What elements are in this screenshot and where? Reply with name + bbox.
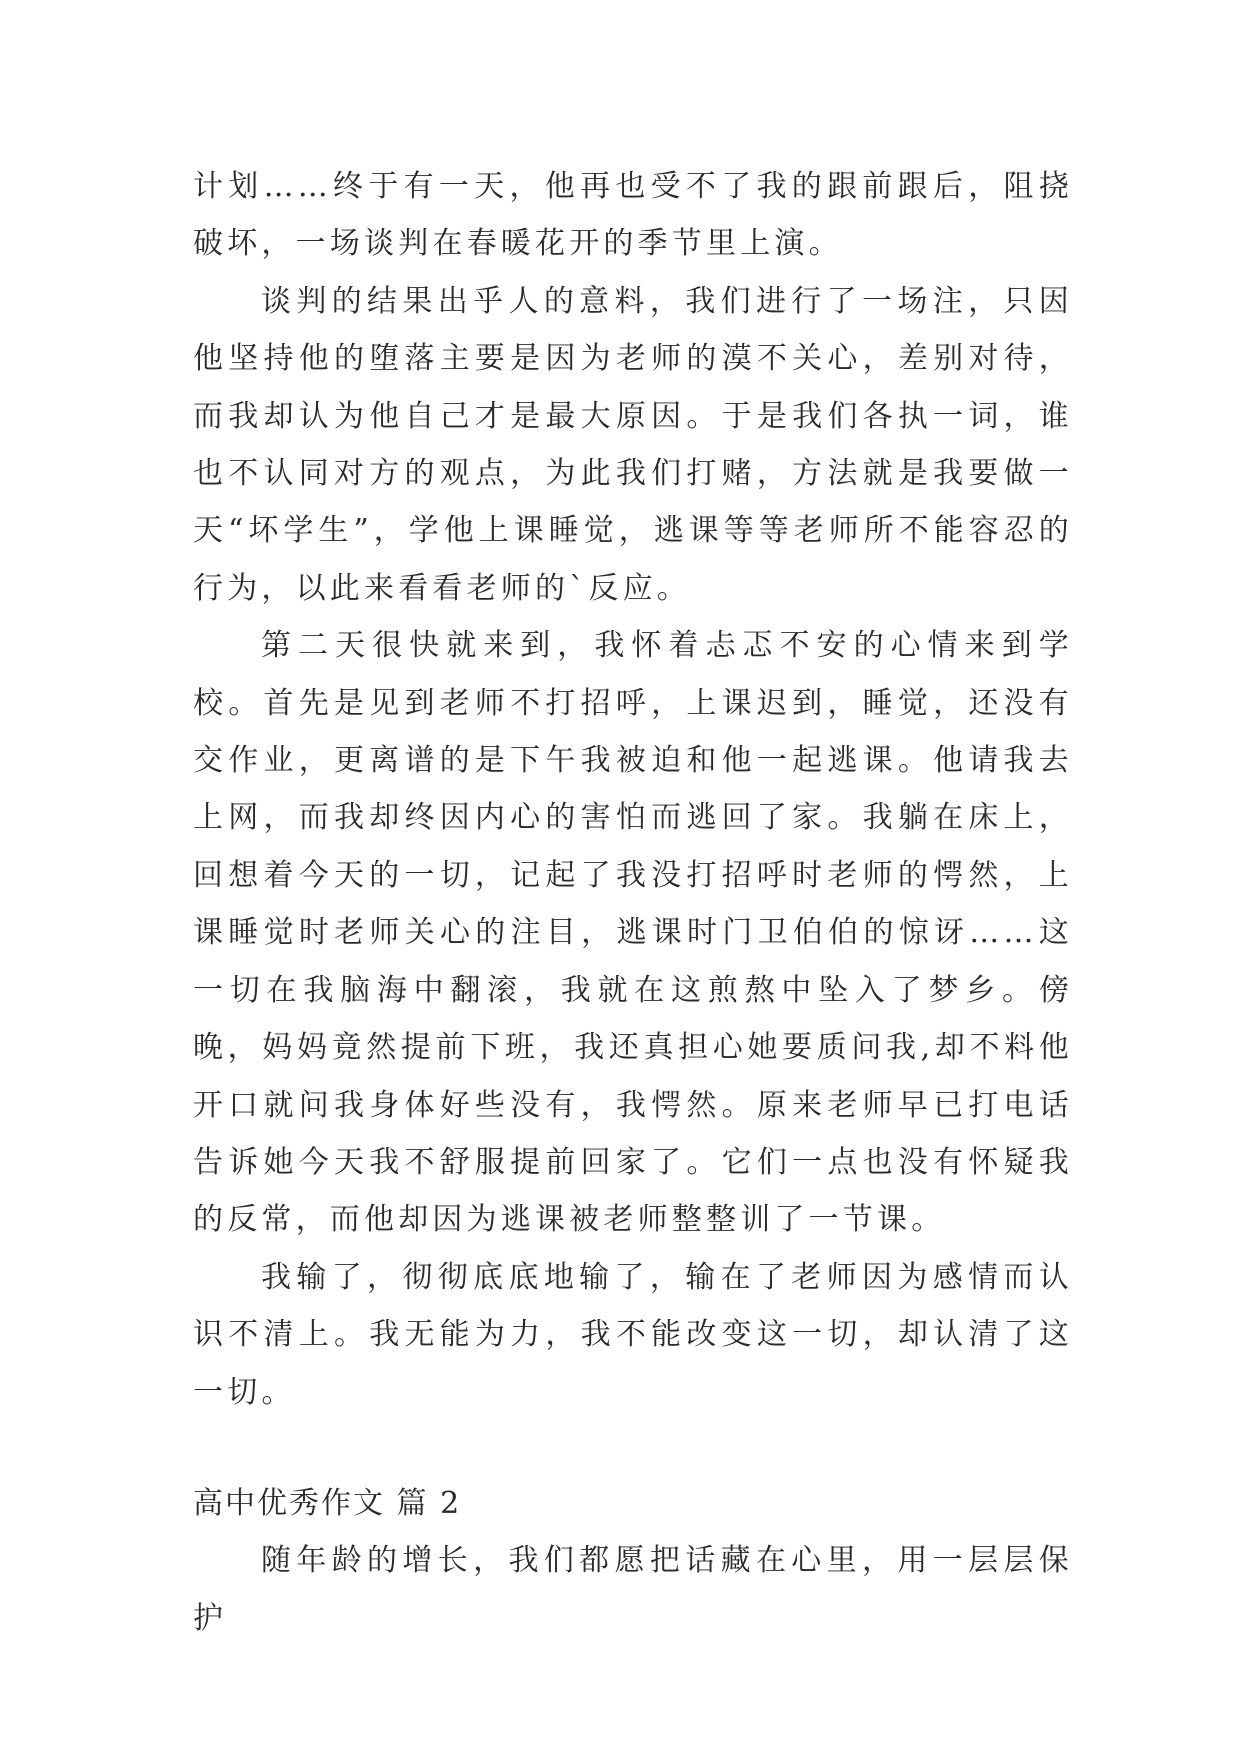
section-heading: 高中优秀作文 篇 2: [193, 1485, 462, 1521]
paragraph: 谈判的结果出乎人的意料，我们进行了一场注，只因他坚持他的堕落主要是因为老师的漠不关心，差别对待，而我却认为他自己才是最大原因。于是我们各执一词，谁也不认同对方的观点，为此我们打赌，方法就是我要做一天“坏学生”，学他上课睡觉，逃课等等老师所不能容忍的行为，以此来看看老师的`反应。: [193, 283, 1073, 606]
paragraph: 我输了，彻彻底底地输了，输在了老师因为感情而认识不清上。我无能为力，我不能改变这一切，却认清了这一切。: [193, 1259, 1073, 1410]
paragraph: 第二天很快就来到，我怀着忐忑不安的心情来到学校。首先是见到老师不打招呼，上课迟到，睡觉，还没有交作业，更离谱的是下午我被迫和他一起逃课。他请我去上网，而我却终因内心的害怕而逃回了家。我躺在床上，回想着今天的一切，记起了我没打招呼时老师的愕然，上课睡觉时老师关心的注目，逃课时门卫伯伯的惊讶……这一切在我脑海中翻滚，我就在这煎熬中坠入了梦乡。傍晚，妈妈竟然提前下班，我还真担心她要质问我,却不料他开口就问我身体好些没有，我愕然。原来老师早已打电话告诉她今天我不舒服提前回家了。它们一点也没有怀疑我的反常，而他却因为逃课被老师整整训了一节课。: [193, 628, 1073, 1238]
paragraph: 随年龄的增长，我们都愿把话藏在心里，用一层层保护: [193, 1543, 1073, 1636]
paragraph-continued: 计划……终于有一天，他再也受不了我的跟前跟后，阻挠破坏，一场谈判在春暖花开的季节里上演。: [193, 169, 1073, 262]
section-spacer: [193, 1421, 1073, 1475]
article-body: [193, 158, 1073, 1647]
